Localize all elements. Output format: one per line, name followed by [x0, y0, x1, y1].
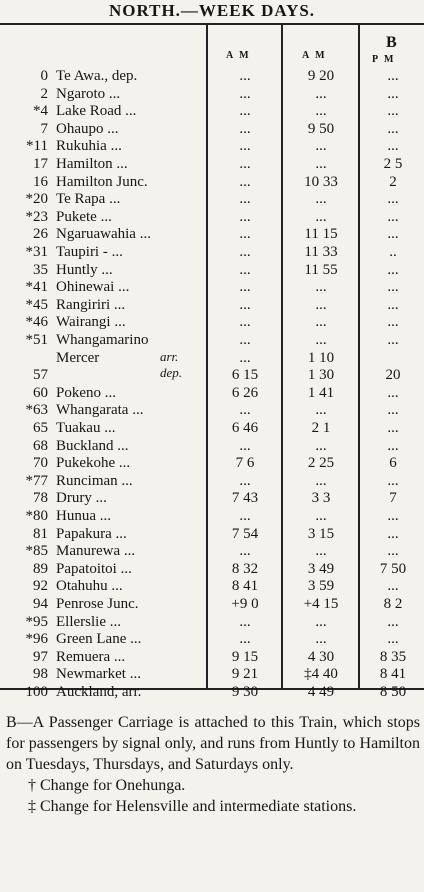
train3-time: ..: [389, 244, 397, 260]
train2-time: ...: [315, 613, 327, 630]
timetable-row: [0, 508, 424, 525]
station-cell: Rukuhia ...: [56, 138, 122, 155]
station-cell: Green Lane ...: [56, 631, 142, 648]
train2-time: 3 59: [307, 578, 335, 595]
station-cell: Mercer: [56, 349, 100, 366]
station-cell: Papatoitoi ...: [56, 560, 132, 577]
timetable-row: [0, 68, 424, 85]
train3-time: 8 2: [383, 596, 403, 612]
train2-time: 9 50: [307, 120, 335, 137]
station-cell: Lake Road ...: [56, 103, 137, 120]
station-cell: Otahuhu ...: [56, 578, 123, 595]
station-cell: Hamilton Junc.: [56, 173, 148, 190]
mileage-cell: *41: [25, 279, 48, 296]
train1-time: ...: [239, 191, 251, 208]
train2-time: ...: [315, 191, 327, 208]
station-cell: Te Rapa ...: [56, 191, 121, 208]
mileage-cell: *46: [25, 314, 48, 331]
train1-time: ...: [239, 244, 251, 260]
station-cell: Buckland ...: [56, 437, 129, 454]
mileage-cell: 2: [40, 85, 48, 102]
note-dagger: † Change for Onehunga.: [28, 777, 186, 794]
note-ddagger: ‡ Change for Helensville and intermediate stations.: [28, 798, 357, 815]
timetable-row: [0, 385, 424, 402]
train2-time: 2 25: [307, 455, 335, 472]
train3-time: ...: [387, 120, 399, 137]
timetable-row: [0, 402, 424, 419]
timetable-row: [0, 138, 424, 155]
mileage-cell: 60: [33, 384, 48, 401]
station-cell: Ohinewai ...: [56, 279, 130, 296]
mileage-cell: *85: [25, 543, 48, 560]
col3-header: P M: [372, 54, 396, 65]
train3-time: ...: [387, 384, 399, 401]
train3-time: ...: [387, 226, 399, 243]
train3-time: 8 35: [379, 648, 407, 665]
mileage-cell: 65: [33, 420, 48, 436]
train3-time: 7 50: [379, 560, 407, 577]
train2-time: 3 49: [307, 560, 335, 577]
station-cell: Runciman ...: [56, 472, 133, 489]
mileage-cell: 0: [40, 68, 48, 84]
train1-time: ...: [239, 437, 251, 454]
station-cell: Rangiriri ...: [56, 296, 126, 313]
train1-time: ...: [239, 472, 251, 489]
train3-time: ...: [387, 525, 399, 542]
train1-time: ...: [239, 85, 251, 102]
col2-header: A M: [302, 50, 327, 61]
train1-time: ...: [239, 103, 251, 120]
train2-time: ...: [315, 472, 327, 489]
mileage-cell: 17: [33, 156, 48, 172]
mileage-cell: *23: [25, 208, 48, 225]
train3-time: 2 5: [383, 156, 403, 172]
page-title: NORTH.—WEEK DAYS.: [108, 1, 316, 20]
train3-time: ...: [387, 402, 399, 419]
train2-time: ...: [315, 279, 327, 296]
timetable-row: [0, 262, 424, 279]
train1-time: ...: [239, 138, 251, 155]
note-b: B—A Passenger Carriage is attached to this Train, which stops for passengers by signal only, and runs from Huntly to Hamilton on Tuesdays, Thursdays, and Saturdays only.: [6, 714, 420, 773]
train1-time: ...: [239, 631, 251, 648]
mileage-cell: *51: [25, 332, 48, 348]
station-cell: Auckland, arr.: [56, 684, 142, 700]
train3-time: 20: [385, 367, 401, 384]
train1-time: ...: [239, 279, 251, 296]
station-cell: Tuakau ...: [56, 420, 116, 436]
train1-time: ...: [239, 296, 251, 313]
train2-time: ...: [315, 543, 327, 560]
station-cell: Penrose Junc.: [56, 596, 139, 612]
mercer-dep-label: dep.: [160, 365, 183, 380]
train3-time: ...: [387, 332, 399, 348]
mileage-cell: *96: [25, 631, 48, 648]
train1-time: ...: [239, 314, 251, 331]
train2-time: +4 15: [303, 596, 339, 612]
timetable-row: [0, 420, 424, 437]
timetable-row: [0, 279, 424, 296]
train2-time: 4 30: [307, 648, 335, 665]
mileage-cell: 81: [33, 525, 48, 542]
mileage-cell: *31: [25, 244, 48, 260]
train1-time: 6 15: [231, 367, 259, 384]
mileage-cell: 100: [25, 684, 48, 700]
timetable-row: [0, 174, 424, 191]
train2-time: ...: [315, 85, 327, 102]
train1-time: 7 6: [235, 455, 255, 472]
train2-time: 1 41: [307, 384, 335, 401]
mileage-cell: 68: [33, 437, 48, 454]
train1-time: 7 54: [231, 525, 259, 542]
train3-time: 2: [389, 173, 397, 190]
train1-time: 9 15: [231, 648, 259, 665]
train3-time: 6: [389, 455, 397, 472]
train3-time: ...: [387, 103, 399, 120]
timetable-row: [0, 121, 424, 138]
timetable-row: [0, 455, 424, 472]
train2-time: ...: [315, 314, 327, 331]
station-cell: Wairangi ...: [56, 314, 126, 331]
mileage-cell: *80: [25, 508, 48, 524]
timetable-row: [0, 614, 424, 631]
train3-time: 8 50: [379, 684, 407, 700]
train1-time: 8 32: [231, 560, 259, 577]
timetable-row: [0, 332, 424, 349]
station-cell: Manurewa ...: [56, 543, 136, 560]
mileage-cell: 35: [33, 261, 48, 278]
train3-time: ...: [387, 437, 399, 454]
train1-time: ...: [239, 543, 251, 560]
train2-time: 11 33: [304, 244, 338, 260]
train1-time: 9 30: [231, 684, 259, 700]
train1-time: 6 46: [231, 420, 259, 436]
mileage-cell: *77: [25, 472, 48, 489]
station-cell: Hamilton ...: [56, 156, 128, 172]
mileage-cell: *45: [25, 296, 48, 313]
timetable-row: [0, 473, 424, 490]
footnotes: [6, 712, 420, 817]
mileage-cell: 26: [33, 226, 48, 243]
train1-time: ...: [239, 173, 251, 190]
timetable-row: [0, 103, 424, 120]
train2-time: ...: [315, 332, 327, 348]
train3-time: ...: [387, 420, 399, 436]
timetable-row: [0, 367, 424, 384]
train1-time: ...: [239, 332, 251, 348]
train3-time: ...: [387, 314, 399, 331]
train2-time: ‡4 40: [304, 666, 338, 683]
train3-time: 7: [389, 490, 397, 507]
timetable-row: [0, 156, 424, 173]
train1-time: ...: [239, 349, 251, 366]
station-cell: Remuera ...: [56, 648, 126, 665]
train3-time: ...: [387, 578, 399, 595]
train2-time: ...: [315, 296, 327, 313]
train1-time: 6 26: [231, 384, 259, 401]
train2-time: ...: [315, 508, 327, 524]
train3-time: ...: [387, 508, 399, 524]
train3-time: ...: [387, 208, 399, 225]
mileage-cell: *20: [25, 191, 48, 208]
timetable-row: [0, 297, 424, 314]
station-cell: Drury ...: [56, 490, 107, 507]
timetable-row: [0, 209, 424, 226]
train1-time: ...: [239, 261, 251, 278]
timetable-row: [0, 350, 424, 367]
timetable-row: [0, 666, 424, 683]
col1-header: A M: [226, 50, 251, 61]
train3-time: ...: [387, 261, 399, 278]
train3-time: ...: [387, 85, 399, 102]
train2-time: ...: [315, 402, 327, 419]
train2-time: 4 49: [307, 684, 335, 700]
mileage-cell: 92: [33, 578, 48, 595]
station-cell: Taupiri - ...: [56, 244, 123, 260]
station-cell: Ohaupo ...: [56, 120, 119, 137]
train2-time: 9 20: [307, 68, 335, 84]
mileage-cell: 78: [33, 490, 48, 507]
station-cell: Pukekohe ...: [56, 455, 131, 472]
timetable-row: [0, 226, 424, 243]
train2-time: ...: [315, 156, 327, 172]
train2-time: ...: [315, 103, 327, 120]
station-cell: Newmarket ...: [56, 666, 141, 683]
train3-time: ...: [387, 631, 399, 648]
timetable-row: [0, 561, 424, 578]
station-cell: Te Awa., dep.: [56, 68, 138, 84]
train1-time: 9 21: [231, 666, 259, 683]
train2-time: ...: [315, 138, 327, 155]
timetable-row: [0, 543, 424, 560]
train1-time: ...: [239, 613, 251, 630]
mercer-arr-label: arr.: [160, 349, 179, 364]
station-cell: Pukete ...: [56, 208, 112, 225]
mileage-cell: *95: [25, 613, 48, 630]
timetable-row: [0, 438, 424, 455]
train1-time: ...: [239, 120, 251, 137]
train2-time: 11 15: [304, 226, 338, 243]
train3-time: ...: [387, 68, 399, 84]
station-cell: Whangamarino: [56, 332, 149, 348]
mileage-cell: 89: [33, 560, 48, 577]
train2-time: 1 30: [307, 367, 335, 384]
timetable-row: [0, 314, 424, 331]
mileage-cell: 70: [33, 455, 48, 472]
train2-time: 11 55: [304, 261, 338, 278]
timetable-row: [0, 244, 424, 261]
timetable-row: [0, 684, 424, 701]
station-cell: Pokeno ...: [56, 384, 116, 401]
train2-time: 1 10: [307, 349, 335, 366]
train2-time: ...: [315, 437, 327, 454]
mileage-cell: 7: [40, 120, 48, 137]
train1-time: ...: [239, 208, 251, 225]
train1-time: 7 43: [231, 490, 259, 507]
train1-time: ...: [239, 508, 251, 524]
timetable-row: [0, 526, 424, 543]
timetable-row: [0, 596, 424, 613]
mileage-cell: *11: [26, 138, 48, 155]
station-cell: Hunua ...: [56, 508, 111, 524]
train3-time: ...: [387, 613, 399, 630]
train3-time: 8 41: [379, 666, 407, 683]
train1-time: ...: [239, 68, 251, 84]
train2-time: 2 1: [311, 420, 331, 436]
train3-time: ...: [387, 191, 399, 208]
timetable-row: [0, 649, 424, 666]
train3-time: ...: [387, 472, 399, 489]
timetable: [0, 24, 424, 710]
train2-time: 3 3: [311, 490, 331, 507]
station-cell: Whangarata ...: [56, 402, 144, 419]
train1-time: ...: [239, 402, 251, 419]
train2-time: ...: [315, 208, 327, 225]
train2-time: 3 15: [307, 525, 335, 542]
timetable-row: [0, 631, 424, 648]
train2-time: 10 33: [304, 173, 338, 190]
train3-time: ...: [387, 543, 399, 560]
station-cell: Huntly ...: [56, 261, 113, 278]
station-cell: Ngaruawahia ...: [56, 226, 151, 243]
train1-time: ...: [239, 226, 251, 243]
train3-time: ...: [387, 138, 399, 155]
timetable-row: [0, 191, 424, 208]
mileage-cell: *63: [25, 402, 48, 419]
train3-time: ...: [387, 279, 399, 296]
train3-time: ...: [387, 296, 399, 313]
train2-time: ...: [315, 631, 327, 648]
mileage-cell: 97: [33, 648, 48, 665]
timetable-row: [0, 578, 424, 595]
mileage-cell: 16: [33, 173, 48, 190]
train1-time: 8 41: [231, 578, 259, 595]
mileage-cell: 94: [33, 596, 48, 612]
station-cell: Ngaroto ...: [56, 85, 121, 102]
col3-header-b: B: [386, 34, 397, 51]
mileage-cell: 57: [33, 367, 48, 384]
mileage-cell: 98: [33, 666, 48, 683]
timetable-row: [0, 490, 424, 507]
mileage-cell: *4: [33, 103, 48, 120]
train1-time: ...: [239, 156, 251, 172]
station-cell: Ellerslie ...: [56, 613, 121, 630]
train1-time: +9 0: [231, 596, 259, 612]
timetable-row: [0, 86, 424, 103]
station-cell: Papakura ...: [56, 525, 127, 542]
